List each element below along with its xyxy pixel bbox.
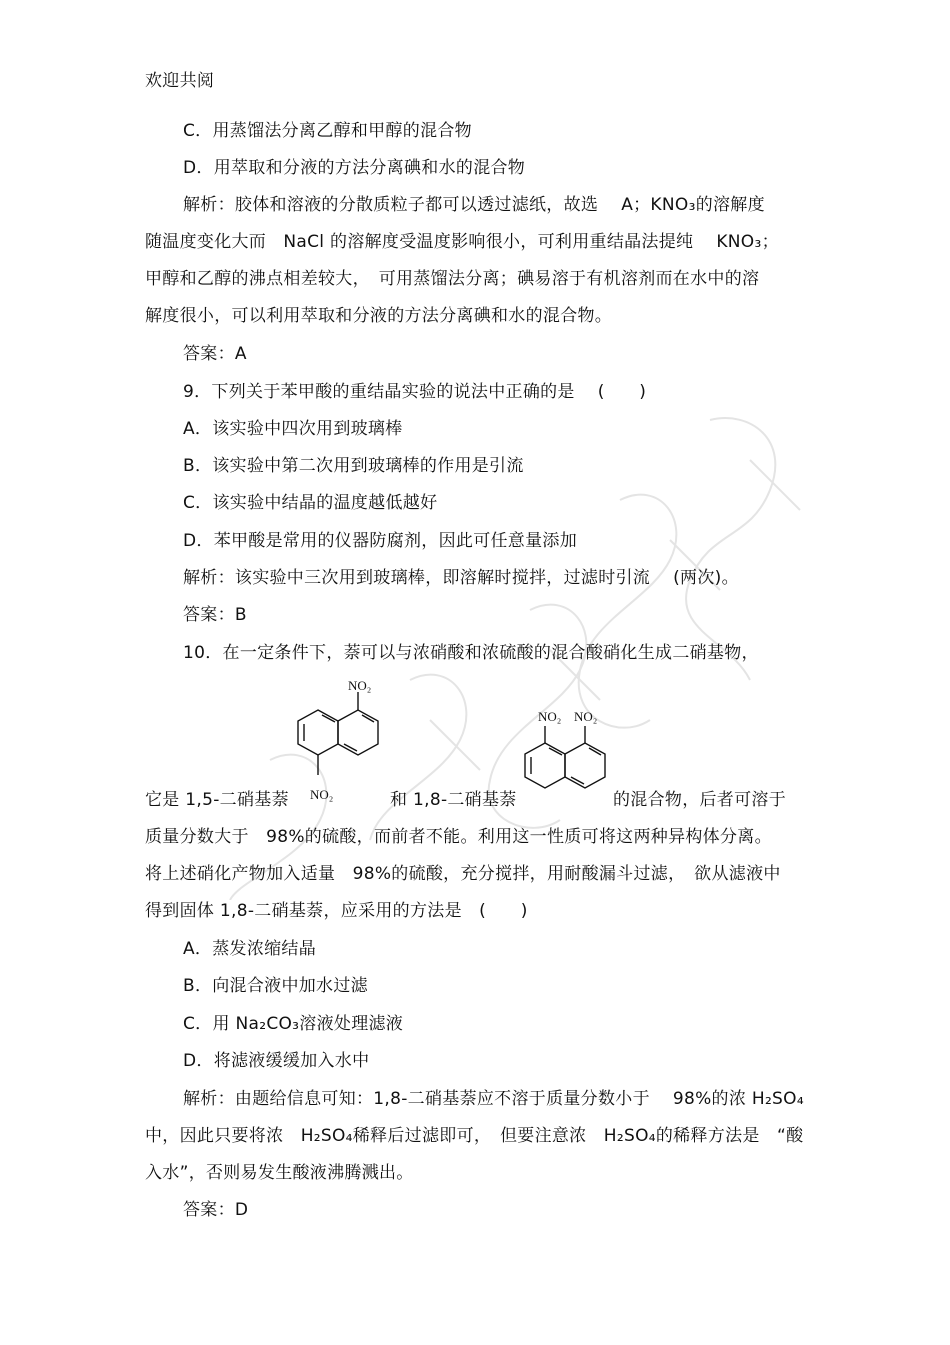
question-10-line3: 质量分数大于 98%的硫酸，而前者不能。利用这一性质可将这两种异构体分离。	[145, 827, 772, 847]
option-b-q9: B．该实验中第二次用到玻璃棒的作用是引流	[183, 456, 524, 476]
answer-q10: 答案：D	[183, 1200, 249, 1220]
structure-text-1: 它是 1,5-二硝基萘	[145, 790, 289, 810]
option-c-q10: C．用 Na₂CO₃溶液处理滤液	[183, 1014, 404, 1034]
option-d-q10: D．将滤液缓缓加入水中	[183, 1051, 370, 1071]
option-a-q10: A．蒸发浓缩结晶	[183, 939, 317, 959]
option-c-q8: C．用蒸馏法分离乙醇和甲醇的混合物	[183, 121, 472, 141]
option-c-q9: C．该实验中结晶的温度越低越好	[183, 493, 438, 513]
explanation-q10-line3: 入水”，否则易发生酸液沸腾溅出。	[145, 1163, 414, 1183]
option-d-q9: D．苯甲酸是常用的仪器防腐剂，因此可任意量添加	[183, 531, 577, 551]
option-a-q9: A．该实验中四次用到玻璃棒	[183, 419, 403, 439]
nitro-label-left: NO₂	[538, 709, 562, 724]
nitro-label-right: NO₂	[574, 709, 598, 724]
explanation-q10-line2: 中，因此只要将浓 H₂SO₄稀释后过滤即可， 但要注意浓 H₂SO₄的稀释方法是 “酸	[145, 1126, 804, 1146]
explanation-q8-line1: 解析：胶体和溶液的分散质粒子都可以透过滤纸，故选 A；KNO₃的溶解度	[183, 195, 765, 215]
explanation-q8-line2: 随温度变化大而 NaCl 的溶解度受温度影响很小，可利用重结晶法提纯 KNO₃；	[145, 232, 779, 252]
nitro-label-top: NO₂	[348, 678, 372, 693]
option-b-q10: B．向混合液中加水过滤	[183, 976, 368, 996]
option-d-q8: D．用萃取和分液的方法分离碘和水的混合物	[183, 158, 526, 178]
structure-text-3: 的混合物，后者可溶于	[613, 790, 786, 810]
explanation-q10-line1: 解析：由题给信息可知：1,8-二硝基萘应不溶于质量分数小于 98%的浓 H₂SO₄	[183, 1089, 804, 1109]
nitro-label-bottom: NO₂	[310, 787, 334, 802]
answer-q9: 答案：B	[183, 605, 247, 625]
question-10-line4: 将上述硝化产物加入适量 98%的硫酸，充分搅拌，用耐酸漏斗过滤， 欲从滤液中	[145, 864, 781, 884]
structure-text-2: 和 1,8-二硝基萘	[390, 790, 517, 810]
explanation-q8-line3: 甲醇和乙醇的沸点相差较大， 可用蒸馏法分离；碘易溶于有机溶剂而在水中的溶	[145, 269, 760, 289]
question-10-line5: 得到固体 1,8-二硝基萘，应采用的方法是 ( )	[145, 901, 528, 921]
explanation-q9: 解析：该实验中三次用到玻璃棒，即溶解时搅拌，过滤时引流 (两次)。	[183, 568, 739, 588]
question-10-line1: 10．在一定条件下，萘可以与浓硝酸和浓硫酸的混合酸硝化生成二硝基物，	[183, 643, 759, 663]
question-9: 9．下列关于苯甲酸的重结晶实验的说法中正确的是 ( )	[183, 382, 647, 402]
explanation-q8-line4: 解度很小，可以利用萃取和分液的方法分离碘和水的混合物。	[145, 306, 613, 326]
page-header: 欢迎共阅	[145, 71, 215, 91]
answer-q8: 答案：A	[183, 344, 247, 364]
